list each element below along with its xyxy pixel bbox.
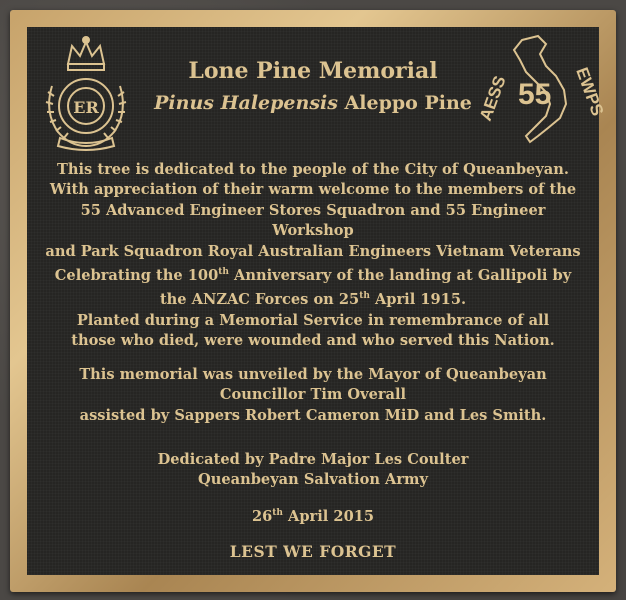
unveiled-line: This memorial was unveiled by the Mayor of Queanbeyan bbox=[79, 366, 547, 383]
plaque-title: Lone Pine Memorial bbox=[188, 58, 438, 84]
species-name: Pinus Halepensis bbox=[154, 92, 338, 114]
unveiled-line: assisted by Sappers Robert Cameron MiD and Les Smith. bbox=[79, 406, 547, 424]
common-name: Aleppo Pine bbox=[337, 92, 472, 114]
anniversary-line: Celebrating the 100th Anniversary of the landing at Gallipoli by bbox=[54, 266, 572, 284]
unit-left-text: AESS bbox=[475, 73, 510, 124]
lest-we-forget: LEST WE FORGET bbox=[229, 542, 397, 561]
plaque-subtitle bbox=[0, 92, 626, 114]
vietnam-map-icon bbox=[475, 32, 608, 147]
planted-line: Planted during a Memorial Service in remembrance of all bbox=[76, 311, 550, 329]
unit-right-text: EWPS bbox=[572, 64, 608, 119]
dedication-date: 26th April 2015 bbox=[251, 508, 375, 525]
dedication-line: and Park Squadron Royal Australian Engineers Vietnam Veterans bbox=[45, 242, 581, 260]
emblem-monogram: ER bbox=[73, 98, 99, 117]
dedicated-by-text bbox=[40, 450, 586, 491]
planted-line: those who died, were wounded and who served this Nation. bbox=[71, 331, 555, 349]
forces-line: the ANZAC Forces on 25th April 1915. bbox=[159, 291, 467, 309]
unveiled-text bbox=[40, 365, 586, 426]
dedication-text bbox=[40, 160, 586, 351]
dedicated-line: Queanbeyan Salvation Army bbox=[198, 471, 428, 489]
dedication-line: With appreciation of their warm welcome to the members of the bbox=[49, 181, 577, 199]
dedication-line: This tree is dedicated to the people of the City of Queanbeyan. bbox=[57, 161, 569, 178]
dedicated-line: Dedicated by Padre Major Les Coulter bbox=[157, 451, 469, 468]
unit-number: 55 bbox=[518, 78, 552, 111]
unveiled-line: Councillor Tim Overall bbox=[219, 386, 407, 404]
dedication-line: 55 Advanced Engineer Stores Squadron and 55 Engineer Workshop bbox=[80, 201, 546, 240]
